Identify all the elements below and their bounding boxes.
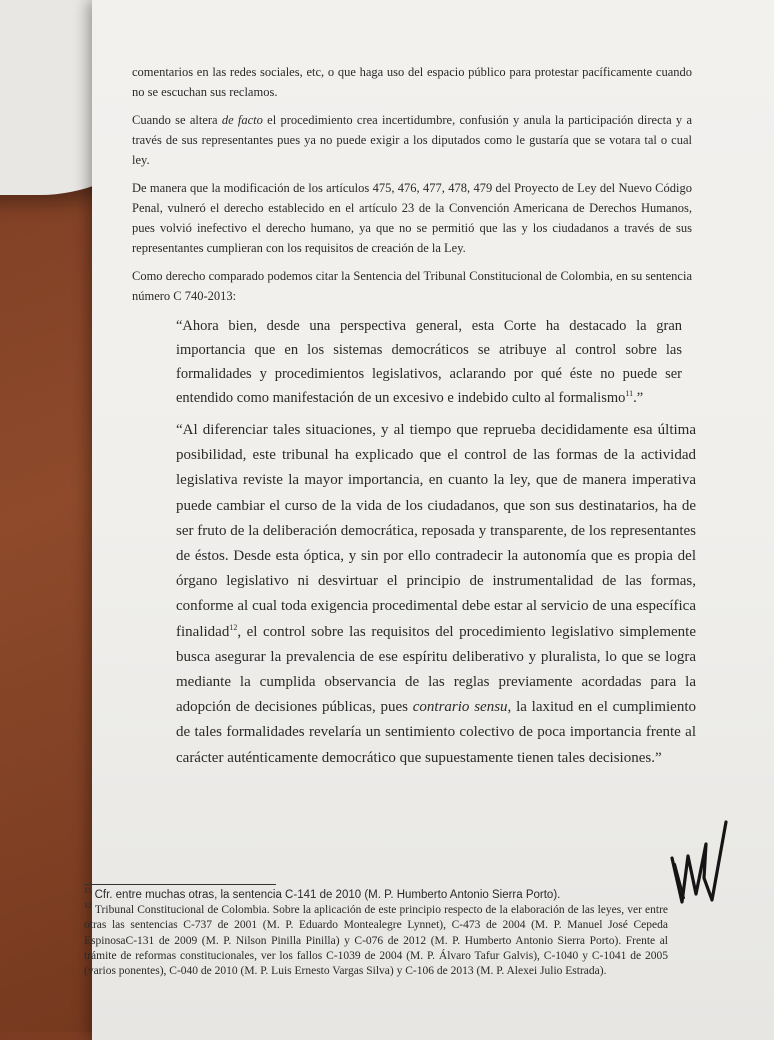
footnote-11-text: Cfr. entre muchas otras, la sentencia C-141 de 2010 (M. P. Humberto Antonio Sierra Porto). xyxy=(94,889,561,901)
footnote-separator xyxy=(84,884,276,885)
footnote-ref-11: 11 xyxy=(625,389,634,399)
footnote-ref-12: 12 xyxy=(229,622,238,632)
block-quote-2 xyxy=(176,418,696,771)
block-quote-1 xyxy=(176,314,682,410)
paragraph-1: comentarios en las redes sociales, etc, o que haga uso del espacio público para protestar pacíficamente cuando no se escuchan sus reclamos. xyxy=(132,65,692,99)
quote-2-part2: , el control sobre las requisitos del procedimiento legislativo simplemente busca asegurar la prevalencia de ese espíritu deliberativo y pluralista, lo que se logra mediante la cumplida observancia de las reglas previamente acordadas para la adopción de decisiones públicas, pues xyxy=(176,623,696,716)
paragraph-2-start: Cuando se altera xyxy=(132,113,222,127)
paragraph-4: Como derecho comparado podemos citar la Sentencia del Tribunal Constitucional de Colombia, en su sentencia número C 740-2013: xyxy=(132,269,692,303)
footnote-12-text: Tribunal Constitucional de Colombia. Sobre la aplicación de este principio respecto de la elaboración de las leyes, ver entre otras las sentencias C-737 de 2001 (M. P. Eduardo Montealegre Lynnet), C-473 de 2004 (M. P. Manuel José Cepeda EspinosaC-131 de 2009 (M. P. Nilson Pinilla Pinilla) y C-076 de 2012 (M. P. Humberto Antonio Sierra Porto). Frente al trámite de reformas constitucionales, ver los fallos C-1039 de 2004 (M. P. Álvaro Tafur Galvis), C-1040 y C-1041 de 2005 (varios ponentes), C-040 de 2010 (M. P. Luis Ernesto Vargas Silva) y C-106 de 2013 (M. P. Alexei Julio Estrada). xyxy=(84,904,668,978)
italic-de-facto: de facto xyxy=(221,113,263,127)
footnote-11 xyxy=(84,888,668,903)
handwritten-signature xyxy=(666,818,736,908)
footnote-12 xyxy=(84,903,668,979)
document-body xyxy=(132,62,696,771)
footnote-11-number: 11 xyxy=(84,886,92,896)
footnotes xyxy=(84,888,668,979)
quote-2-part1: “Al diferenciar tales situaciones, y al tiempo que reprueba decididamente esa última posibilidad, este tribunal ha explicado que el control de las formas de la actividad legislativa reviste la mayor importancia, en cuanto la ley, que de manera imperativa puede cambiar el curso de la vida de los ciudadanos, que son sus destinatarios, ha de ser fruto de la deliberación democrática, reposada y transparente, de los representantes de éstos. Desde esta óptica, y sin por ello contradecir la autonomía que es propia del órgano legislativo ni desvirtuar el principio de instrumentalidad de las formas, conforme al cual toda exigencia procedimental debe estar al servicio de una específica finalidad xyxy=(176,422,696,640)
footnote-12-number: 12 xyxy=(84,901,92,911)
paragraph-2 xyxy=(132,110,692,170)
quote-1-text: “Ahora bien, desde una perspectiva general, esta Corte ha destacado la gran importancia que en los sistemas democráticos se atribuye al control sobre las formalidades y procedimientos legislativos, aclarando por qué éste no puede ser entendido como manifestación de un excesivo e indebido culto al formalismo xyxy=(176,318,682,406)
italic-contrario-sensu: contrario sensu xyxy=(412,699,508,716)
quote-2-part3: , la laxitud en el cumplimiento de tales formalidades revelaría un sentimiento colectivo de poca importancia frente al carácter auténticamente democrático que supuestamente tienen tales decisiones.” xyxy=(176,699,696,766)
paragraph-3: De manera que la modificación de los artículos 475, 476, 477, 478, 479 del Proyecto de Ley del Nuevo Código Penal, vulneró el derecho establecido en el artículo 23 de la Convención Americana de Derechos Humanos, pues volvió inefectivo el derecho humano, ya que no se permitió que las y los ciudadanos a través de sus representantes cumplieran con los requisitos de creación de la Ley. xyxy=(132,181,692,255)
paragraph-2-end: el procedimiento crea incertidumbre, confusión y anula la participación directa y a través de sus representantes pues ya no puede exigir a los diputados como le gustaría que se votara tal o cual ley. xyxy=(132,113,692,167)
quote-1-end: .” xyxy=(633,390,644,406)
